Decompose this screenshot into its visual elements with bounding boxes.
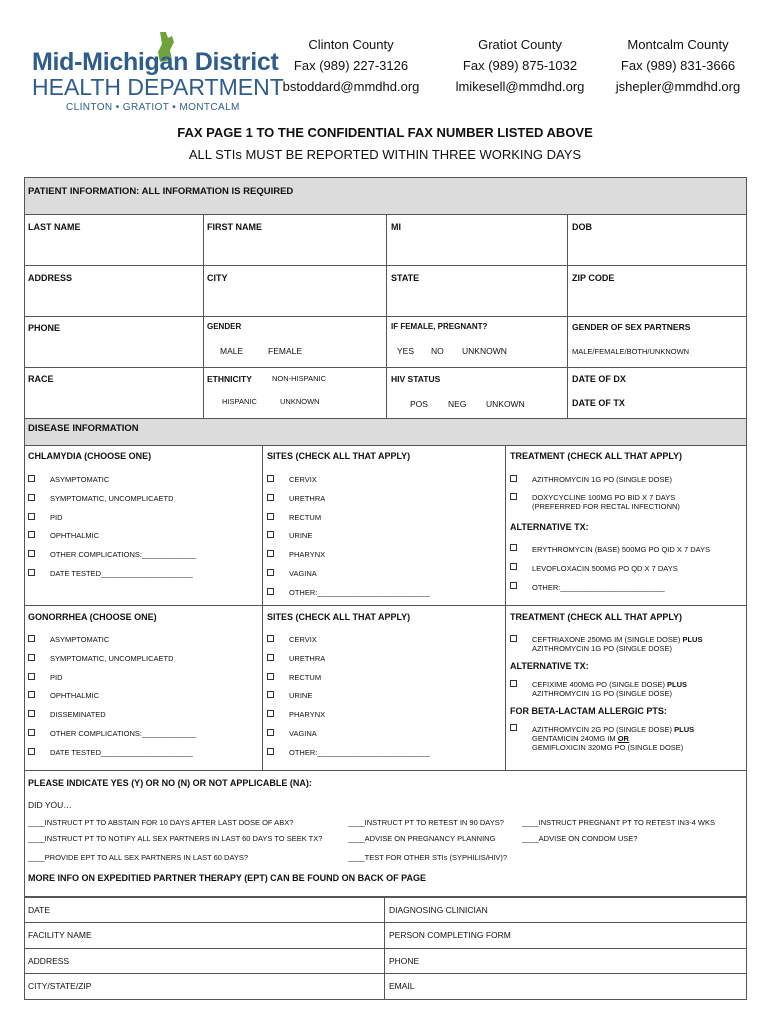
gc-alt1-checkbox[interactable] [510,680,517,687]
county-fax: Fax (989) 831-3666 [620,58,736,73]
ct-site-label: OTHER:___________________________ [289,587,430,597]
gc-site-checkbox[interactable] [267,635,274,642]
gc-condition-label: SYMPTOMATIC, UNCOMPLICAETD [50,653,174,663]
footer-email-field[interactable]: EMAIL [389,981,415,991]
last-name-field[interactable]: LAST NAME [28,222,81,232]
gc-condition-checkbox[interactable] [28,710,35,717]
gc-site-label: URINE [289,691,313,701]
phone-field[interactable]: PHONE [28,323,61,333]
ct-alt1-checkbox[interactable] [510,544,517,551]
gc-site-label: OTHER:___________________________ [289,747,430,757]
zip-field[interactable]: ZIP CODE [572,273,615,283]
county-fax: Fax (989) 875-1032 [462,58,578,73]
gc-site-label: CERVIX [289,635,317,644]
pregnant-unknown-option[interactable]: UNKNOWN [462,346,507,356]
gc-site-label: URETHRA [289,653,326,663]
gc-beta1a-label: AZITHROMYCIN 2G PO (SINGLE DOSE) PLUS [532,725,695,734]
ct-condition-checkbox[interactable] [28,494,35,501]
gc-alt1a-label: CEFIXIME 400MG PO (SINGLE DOSE) PLUS [532,680,688,689]
ct-site-checkbox[interactable] [267,475,274,482]
ct-site-label: URETHRA [289,493,326,503]
footer-phone-field[interactable]: PHONE [389,956,420,966]
gc-site-checkbox[interactable] [267,691,274,698]
gc-site-checkbox[interactable] [267,654,274,661]
patient-header: PATIENT INFORMATION: ALL INFORMATION IS REQUIRED [28,186,294,197]
gender-partners-label: GENDER OF SEX PARTNERS [572,322,691,332]
date-tx-field[interactable]: DATE OF TX [572,398,625,408]
ct-site-checkbox[interactable] [267,494,274,501]
ct-alt1-label: ERYTHROMYCIN (BASE) 500MG PO QID X 7 DAYS [532,545,711,554]
hiv-neg-option[interactable]: NEG [448,399,467,409]
ct-site-label: VAGINA [289,569,317,578]
mi-field[interactable]: MI [391,222,401,232]
chlamydia-sites-title: SITES (CHECK ALL THAT APPLY) [267,451,411,461]
ct-site-checkbox[interactable] [267,531,274,538]
ct-alt3-checkbox[interactable] [510,582,517,589]
hiv-unknown-option[interactable]: UNKOWN [486,399,525,409]
gonorrhea-sites-title: SITES (CHECK ALL THAT APPLY) [267,612,411,622]
gc-beta1c-label: GEMIFLOXICIN 320MG PO (SINGLE DOSE) [532,743,684,752]
address-field[interactable]: ADDRESS [28,273,73,283]
gc-condition-label: DATE TESTED______________________ [50,747,193,757]
county-name: Clinton County [308,37,394,52]
ct-site-checkbox[interactable] [267,550,274,557]
ct-site-label: CERVIX [289,475,317,484]
ct-condition-label: OPHTHALMIC [50,531,100,541]
footer-person-field[interactable]: PERSON COMPLETING FORM [389,930,511,940]
gender-female-option[interactable]: FEMALE [268,346,303,356]
gc-site-label: RECTUM [289,672,322,682]
footer-facility-field[interactable]: FACILITY NAME [28,930,92,940]
ct-condition-label: OTHER COMPLICATIONS:_____________ [50,550,197,560]
ct-condition-checkbox[interactable] [28,475,35,482]
ct-site-label: RECTUM [289,512,322,522]
did-you-label: DID YOU… [28,800,72,810]
city-field[interactable]: CITY [207,273,228,283]
gc-tx1-checkbox[interactable] [510,635,517,642]
ct-condition-label: SYMPTOMATIC, UNCOMPLICAETD [50,493,174,503]
gc-site-checkbox[interactable] [267,729,274,736]
ct-condition-label: ASYMPTOMATIC [50,475,110,484]
disease-header: DISEASE INFORMATION [28,423,139,434]
gc-condition-label: OTHER COMPLICATIONS:_____________ [50,729,197,738]
gc-alt-title: ALTERNATIVE TX: [510,661,589,671]
ct-condition-label: DATE TESTED______________________ [50,569,193,578]
ct-site-checkbox[interactable] [267,513,274,520]
indicate-condom-use[interactable]: ____ADVISE ON CONDOM USE? [522,834,638,843]
logo-line1: Mid-Michigan District [32,48,279,76]
gc-condition-checkbox[interactable] [28,729,35,736]
gc-condition-checkbox[interactable] [28,691,35,698]
date-dx-field[interactable]: DATE OF DX [572,374,626,384]
ct-site-checkbox[interactable] [267,569,274,576]
page-subtitle: ALL STIs MUST BE REPORTED WITHIN THREE WORKING DAYS [188,147,582,162]
gender-male-option[interactable]: MALE [220,346,244,356]
ethnicity-hispanic-option[interactable]: HISPANIC [222,397,257,406]
gonorrhea-title: GONORRHEA (CHOOSE ONE) [28,612,157,622]
county-email: bstoddard@mmdhd.org [282,79,420,94]
ct-condition-checkbox[interactable] [28,513,35,520]
gender-partners-options[interactable]: MALE/FEMALE/BOTH/UNKNOWN [572,347,690,356]
indicate-test-other[interactable]: ____TEST FOR OTHER STIs (SYPHILIS/HIV)? [348,853,508,862]
county-email: lmikesell@mmdhd.org [455,79,585,94]
hiv-status-label: HIV STATUS [391,374,441,384]
gc-tx1b-label: AZITHROMYCIN 1G PO (SINGLE DOSE) [532,644,673,653]
gc-site-checkbox[interactable] [267,710,274,717]
ct-condition-checkbox[interactable] [28,569,35,576]
ethnicity-unknown-option[interactable]: UNKNOWN [280,397,320,406]
ethnicity-non-hispanic-option[interactable]: NON-HISPANIC [272,374,327,383]
gc-condition-label: DISSEMINATED [50,710,106,720]
chlamydia-title: CHLAMYDIA (CHOOSE ONE) [28,451,152,461]
ct-condition-label: PID [50,512,63,522]
gonorrhea-tx-title: TREATMENT (CHECK ALL THAT APPLY) [510,612,682,622]
gc-beta1-checkbox[interactable] [510,724,517,731]
logo [30,30,284,115]
pregnant-label: IF FEMALE, PREGNANT? [391,322,488,331]
gc-beta-title: FOR BETA-LACTAM ALLERGIC PTS: [510,706,667,716]
ct-alt2-checkbox[interactable] [510,563,517,570]
gc-condition-label: OPHTHALMIC [50,691,100,701]
ct-alt2-label: LEVOFLOXACIN 500MG PO QD X 7 DAYS [532,564,678,573]
footer-clinician-field[interactable]: DIAGNOSING CLINICIAN [389,905,488,915]
race-field[interactable]: RACE [28,374,54,384]
gc-condition-checkbox[interactable] [28,635,35,642]
ethnicity-label: ETHNICITY [207,374,252,384]
footer-city-field[interactable]: CITY/STATE/ZIP [28,981,92,991]
gc-site-checkbox[interactable] [267,673,274,680]
hiv-pos-option[interactable]: POS [410,399,428,409]
pregnant-yes-option[interactable]: YES [397,346,415,356]
gc-site-checkbox[interactable] [267,748,274,755]
county-clinton [276,34,426,97]
gc-beta1b-label: GENTAMICIN 240MG IM OR [532,734,629,743]
logo-line2: HEALTH DEPARTMENT [32,74,284,100]
county-name: Gratiot County [478,37,562,52]
indicate-abstain[interactable]: ____INSTRUCT PT TO ABSTAIN FOR 10 DAYS AFTER LAST DOSE OF ABX? [28,818,294,827]
indicate-retest-90[interactable]: ____INSTRUCT PT TO RETEST IN 90 DAYS? [348,818,504,827]
gc-condition-label: PID [50,672,63,682]
ct-alt3-label: OTHER:_________________________ [532,583,665,592]
ct-tx1-label: AZITHROMYCIN 1G PO (SINGLE DOSE) [532,475,673,484]
indicate-retest-pregnant[interactable]: ____INSTRUCT PREGNANT PT TO RETEST IN3-4 WKS [522,818,715,827]
ct-site-checkbox[interactable] [267,588,274,595]
gc-alt1b-label: AZITHROMYCIN 1G PO (SINGLE DOSE) [532,689,673,698]
indicate-provide-ept[interactable]: ____PROVIDE EPT TO ALL SEX PARTNERS IN LAST 60 DAYS? [28,853,249,862]
state-field[interactable]: STATE [391,273,420,283]
gc-site-label: VAGINA [289,729,317,738]
gc-condition-checkbox[interactable] [28,748,35,755]
ct-tx1-checkbox[interactable] [510,475,517,482]
dob-field[interactable]: DOB [572,222,592,232]
indicate-pregnancy-planning[interactable]: ____ADVISE ON PREGNANCY PLANNING [348,834,496,843]
ept-info-note: MORE INFO ON EXPEDITIED PARTNER THERAPY (EPT) CAN BE FOUND ON BACK OF PAGE [28,873,427,883]
pregnant-no-option[interactable]: NO [431,346,444,356]
footer-date-field[interactable]: DATE [28,905,51,915]
page-title: FAX PAGE 1 TO THE CONFIDENTIAL FAX NUMBER LISTED ABOVE [177,125,593,140]
gc-tx1a-label: CEFTRIAXONE 250MG IM (SINGLE DOSE) PLUS [532,635,703,644]
ct-condition-checkbox[interactable] [28,550,35,557]
gc-condition-checkbox[interactable] [28,673,35,680]
county-name: Montcalm County [627,37,729,52]
gc-site-label: PHARYNX [289,710,326,720]
ct-tx2-checkbox[interactable] [510,493,517,500]
indicate-title: PLEASE INDICATE YES (Y) OR NO (N) OR NOT APPLICABLE (NA): [28,778,312,788]
logo-line3: CLINTON • GRATIOT • MONTCALM [66,102,240,113]
ct-condition-checkbox[interactable] [28,531,35,538]
county-montcalm [603,34,753,97]
gc-condition-checkbox[interactable] [28,654,35,661]
ct-alt-title: ALTERNATIVE TX: [510,522,589,532]
chlamydia-tx-title: TREATMENT (CHECK ALL THAT APPLY) [510,451,682,461]
ct-tx2b-label: (PREFERRED FOR RECTAL INFECTIONN) [532,502,680,511]
county-email: jshepler@mmdhd.org [615,79,741,94]
ct-site-label: PHARYNX [289,550,326,560]
county-gratiot [445,34,595,97]
first-name-field[interactable]: FIRST NAME [207,222,262,232]
indicate-notify-partners[interactable]: ____INSTRUCT PT TO NOTIFY ALL SEX PARTNERS IN LAST 60 DAYS TO SEEK TX? [28,834,323,843]
gender-label: GENDER [207,322,242,331]
ct-site-label: URINE [289,531,313,541]
ct-tx2a-label: DOXYCYCLINE 100MG PO BID X 7 DAYS [532,493,676,502]
gc-condition-label: ASYMPTOMATIC [50,635,110,644]
footer-address-field[interactable]: ADDRESS [28,956,70,966]
county-fax: Fax (989) 227-3126 [293,58,409,73]
